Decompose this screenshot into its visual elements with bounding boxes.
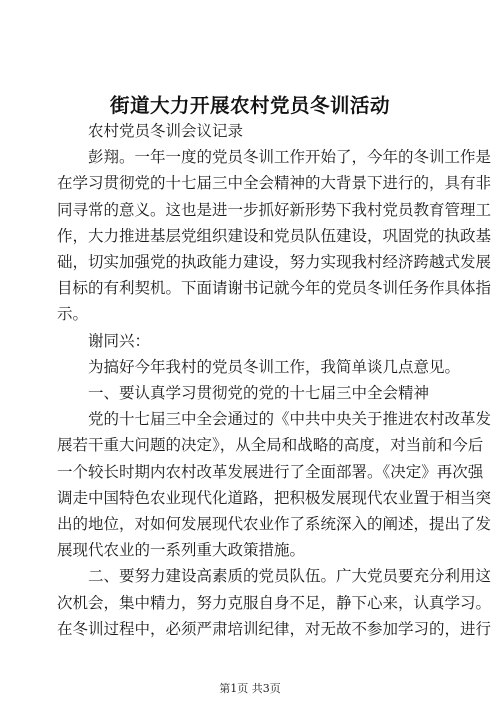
text-line: 展现代农业的一系列重大政策措施。 <box>57 541 306 560</box>
text-line: 示。 <box>57 305 89 324</box>
text-line: 次机会，集中精力，努力克服自身不足，静下心来，认真学习。 <box>57 593 492 612</box>
document-title: 街道大力开展农村党员冬训活动 <box>109 94 390 117</box>
text-line: 二、要努力建设高素质的党员队伍。广大党员要充分利用这 <box>88 567 492 586</box>
text-line: 同寻常的意义。这也是进一步抓好新形势下我村党员教育管理工 <box>57 200 492 219</box>
text-line: 在学习贯彻党的十七届三中全会精神的大背景下进行的，具有非 <box>57 174 492 193</box>
text-line: 农村党员冬训会议记录 <box>88 122 244 140</box>
text-line: 础，切实加强党的执政能力建设，努力实现我村经济跨越式发展 <box>57 253 492 272</box>
text-line: 一、要认真学习贯彻党的党的十七届三中全会精神 <box>88 384 430 403</box>
text-line: 在冬训过程中，必须严肃培训纪律，对无故不参加学习的，进行 <box>57 619 492 638</box>
text-line: 调走中国特色农业现代化道路，把积极发展现代农业置于相当突 <box>57 488 492 507</box>
text-line: 展若干重大问题的决定》，从全局和战略的高度，对当前和今后 <box>57 436 484 455</box>
text-line: 谢同兴： <box>88 331 151 350</box>
text-line: 党的十七届三中全会通过的《中共中央关于推进农村改革发 <box>88 410 492 429</box>
text-line: 出的地位，对如何发展现代农业作了系统深入的阐述，提出了发 <box>57 515 492 534</box>
text-line: 为搞好今年我村的党员冬训工作，我简单谈几点意见。 <box>88 357 461 376</box>
text-line: 彭翔。一年一度的党员冬训工作开始了，今年的冬训工作是 <box>88 148 492 167</box>
page-footer: 第1页 共3页 <box>219 682 281 695</box>
document-body <box>57 118 492 642</box>
text-line: 一个较长时期内农村改革发展进行了全面部署。《决定》再次强 <box>57 462 484 481</box>
text-line: 目标的有利契机。下面请谢书记就今年的党员冬训任务作具体指 <box>57 279 492 298</box>
text-line: 作，大力推进基层党组织建设和党员队伍建设，巩固党的执政基 <box>57 226 492 245</box>
